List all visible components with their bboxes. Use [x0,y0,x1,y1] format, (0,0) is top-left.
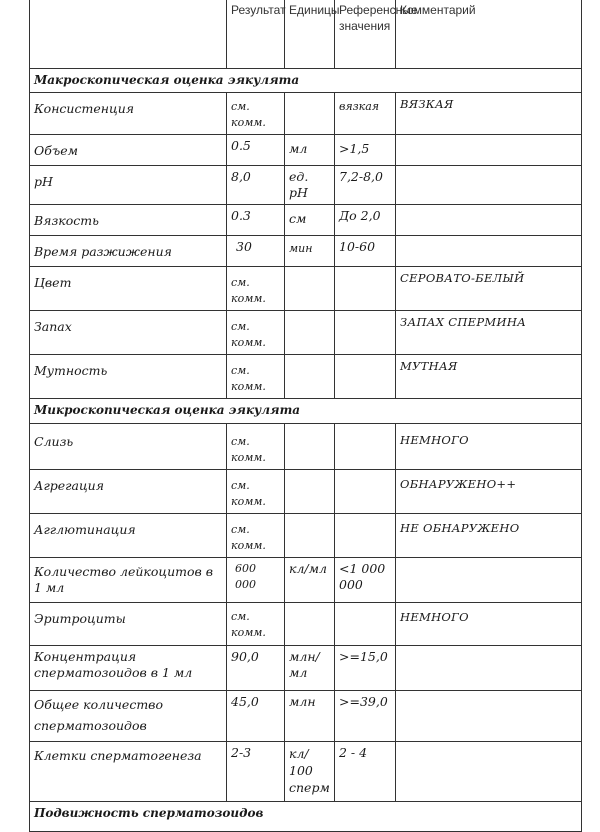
reference-cell [335,355,396,399]
table-row [30,93,582,135]
reference-cell: >1,5 [335,135,396,166]
param-cell: pH [30,166,227,205]
param-cell: Консистенция [30,93,227,135]
param-header-cell [30,0,227,69]
units-cell [285,355,335,399]
result-header: Результат [227,0,285,69]
result-cell: см. комм. [227,267,285,311]
table-row [30,646,582,691]
units-cell [285,603,335,646]
param-cell: Эритроциты [30,603,227,646]
results-table [29,0,582,832]
table-row [30,267,582,311]
result-cell: 0.5 [227,135,285,166]
param-cell: Агглютинация [30,514,227,558]
units-cell [285,311,335,355]
reference-cell [335,470,396,514]
reference-cell: 10-60 [335,236,396,267]
param-cell: Концентрация сперматозоидов в 1 мл [30,646,227,691]
units-cell [285,514,335,558]
table-row [30,514,582,558]
param-cell: Объем [30,135,227,166]
table-row [30,205,582,236]
comment-cell [396,558,582,603]
reference-header: Референсные значения [335,0,396,69]
units-cell: млн [285,691,335,742]
comment-cell [396,742,582,802]
param-cell: Количество лейкоцитов в 1 мл [30,558,227,603]
reference-cell: До 2,0 [335,205,396,236]
table-row [30,470,582,514]
result-cell: см. комм. [227,311,285,355]
reference-cell [335,514,396,558]
section-row-micro [30,399,582,424]
reference-cell: вязкая [335,93,396,135]
table-row [30,558,582,603]
table-row [30,236,582,267]
reference-cell [335,603,396,646]
param-cell: Агрегация [30,470,227,514]
result-cell: 30 [227,236,285,267]
section-title-macro: Макроскопическая оценка эякулята [30,69,582,93]
result-cell: см. комм. [227,355,285,399]
units-cell: ед. pH [285,166,335,205]
comment-cell [396,166,582,205]
result-cell: см. комм. [227,514,285,558]
comment-cell: ЗАПАХ СПЕРМИНА [396,311,582,355]
units-header: Единицы [285,0,335,69]
table-row [30,166,582,205]
table-row [30,691,582,742]
comment-cell [396,691,582,742]
param-cell: Вязкость [30,205,227,236]
param-cell: Мутность [30,355,227,399]
result-cell: 0.3 [227,205,285,236]
result-cell: см. комм. [227,470,285,514]
units-cell: кл/мл [285,558,335,603]
reference-cell: <1 000 000 [335,558,396,603]
comment-cell: НЕ ОБНАРУЖЕНО [396,514,582,558]
units-cell: мл [285,135,335,166]
units-cell: мин [285,236,335,267]
reference-cell [335,424,396,470]
comment-cell: НЕМНОГО [396,603,582,646]
table-row [30,355,582,399]
param-cell: Слизь [30,424,227,470]
section-row-motility [30,802,582,832]
result-cell: 600 000 [227,558,285,603]
section-title-micro: Микроскопическая оценка эякулята [30,399,582,424]
comment-cell [396,236,582,267]
table-header-row [30,0,582,69]
units-cell [285,424,335,470]
units-cell [285,470,335,514]
param-cell: Цвет [30,267,227,311]
table-row [30,135,582,166]
comment-cell: СЕРОВАТО-БЕЛЫЙ [396,267,582,311]
comment-cell [396,135,582,166]
result-cell: 90,0 [227,646,285,691]
result-cell: см. комм. [227,424,285,470]
result-cell: 2-3 [227,742,285,802]
section-title-motility: Подвижность сперматозоидов [30,802,582,832]
table-row [30,742,582,802]
param-cell: Запах [30,311,227,355]
reference-cell [335,267,396,311]
comment-cell: МУТНАЯ [396,355,582,399]
units-cell: млн/мл [285,646,335,691]
reference-cell [335,311,396,355]
reference-cell: >=15,0 [335,646,396,691]
reference-cell: >=39,0 [335,691,396,742]
result-cell: 8,0 [227,166,285,205]
units-cell: см [285,205,335,236]
comment-cell: НЕМНОГО [396,424,582,470]
result-cell: см. комм. [227,93,285,135]
section-row-macro [30,69,582,93]
units-cell [285,267,335,311]
comment-cell [396,646,582,691]
table-row [30,603,582,646]
comment-header: Комментарий [396,0,582,69]
units-cell: кл/ 100 сперм [285,742,335,802]
comment-cell: ВЯЗКАЯ [396,93,582,135]
param-cell: Время разжижения [30,236,227,267]
result-cell: 45,0 [227,691,285,742]
result-cell: см. комм. [227,603,285,646]
param-cell: Клетки сперматогенеза [30,742,227,802]
table-row [30,311,582,355]
comment-cell: ОБНАРУЖЕНО++ [396,470,582,514]
param-cell: Общее количество сперматозоидов [30,691,227,742]
units-cell [285,93,335,135]
table-row [30,424,582,470]
reference-cell: 7,2-8,0 [335,166,396,205]
reference-cell: 2 - 4 [335,742,396,802]
comment-cell [396,205,582,236]
